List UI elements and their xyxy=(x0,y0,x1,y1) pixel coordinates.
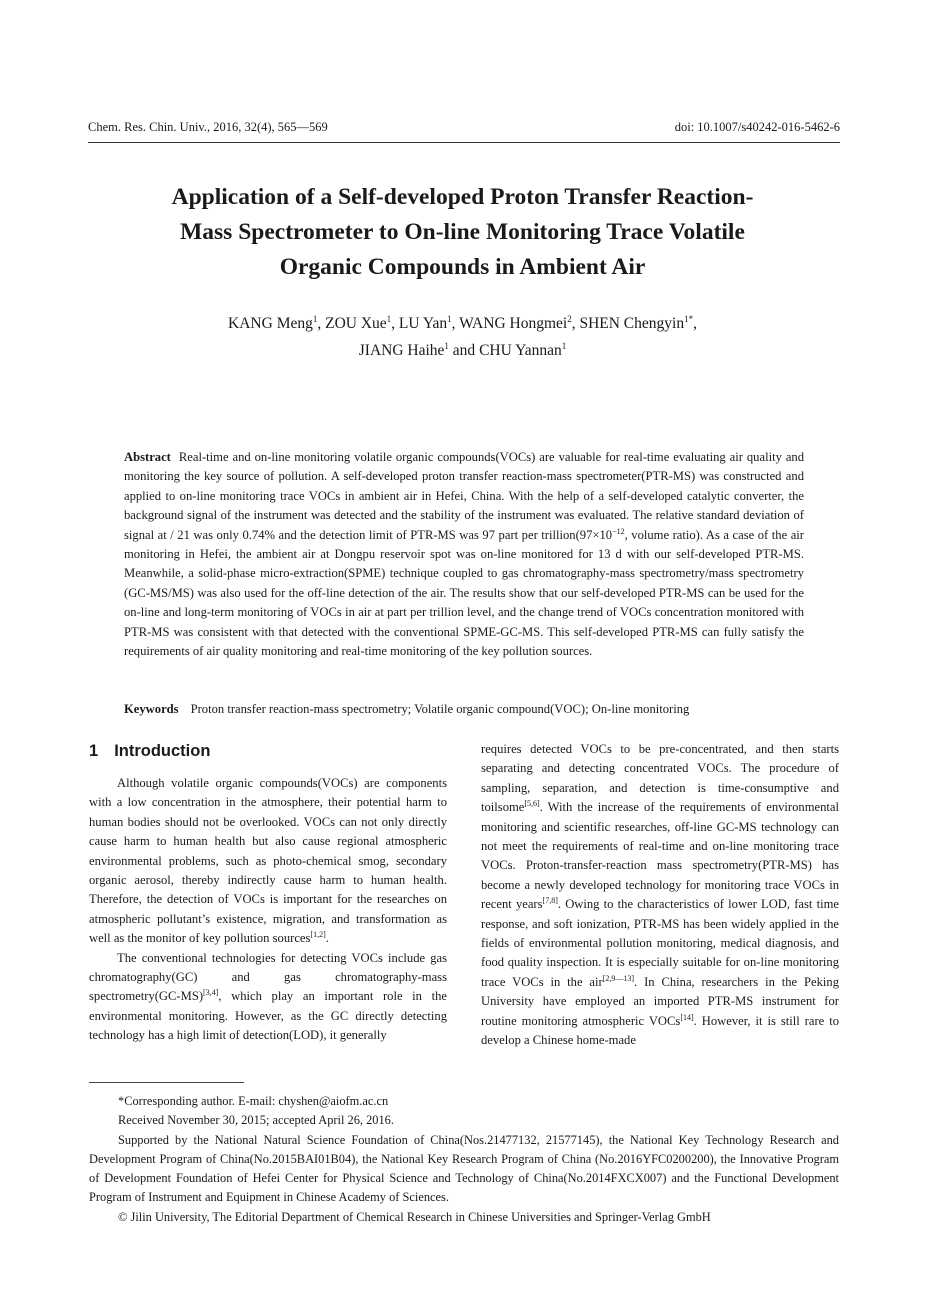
citation-ref: [1,2] xyxy=(310,930,326,940)
paragraph-text: , which play an important role in the environmental monitoring. However, as the GC directly detecting technology has a high limit of detection(LOD), it generally xyxy=(89,989,447,1043)
exponent: −12 xyxy=(612,526,625,536)
article-title xyxy=(110,180,815,285)
keywords-label: Keywords xyxy=(124,702,179,716)
paragraph-text: The conventional technologies for detecting VOCs include gas chromatography(GC) and gas chromatography-mass spectrometry(GC-MS) xyxy=(89,950,447,1004)
affiliation-mark: 1 xyxy=(386,314,392,324)
section-heading xyxy=(89,742,210,761)
author-name: SHEN Chengyin xyxy=(579,315,685,333)
author-separator: and xyxy=(448,342,480,360)
author-name: JIANG Haihe xyxy=(358,342,445,360)
left-column xyxy=(89,774,447,1046)
abstract-text-a: Real-time and on-line monitoring volatile organic compounds(VOCs) are valuable for real-time evaluating air quality and monitoring the key source of pollution. A self-developed proton transfer reaction-mass spectrometer(PTR-MS) was constructed and applied to on-line monitoring trace VOCs in ambient air in Hefei, China. With the help of a self-developed catalytic converter, the background signal of the instrument was detected and the stability of the instrument was evaluated. The relative standard deviation of signal at / 21 was only 0.74% and the detection limit of PTR-MS was 97 part per trillion(97×10 xyxy=(124,450,804,542)
footnote-divider xyxy=(89,1082,244,1083)
paragraph xyxy=(89,949,447,1046)
paragraph xyxy=(481,740,839,1051)
footnote-copyright: © Jilin University, The Editorial Department of Chemical Research in Chinese Universities and Springer-Verlag GmbH xyxy=(118,1209,711,1224)
affiliation-mark: 1 xyxy=(447,314,452,324)
affiliation-mark: 1* xyxy=(684,314,694,324)
doi: doi: 10.1007/s40242-016-5462-6 xyxy=(674,120,840,134)
paragraph-text: . With the increase of the requirements of environmental monitoring and scientific researches, off-line GC-MS technology can not meet the requirements of real-time and on-line monitoring trace VOCs. Proton-transfer-reaction mass spectrometry(PTR-MS) has become a newly developed technology for monitoring trace VOCs in recent years xyxy=(481,800,839,912)
paragraph-text: . Owing to the characteristics of lower LOD, fast time response, and soft ionization, PTR-MS has been widely applied in the fields of environmental pollution monitoring, medical diagnosis, and food quality inspection. It is especially suitable for on-line monitoring trace VOCs in the air xyxy=(481,897,839,989)
author-separator: , xyxy=(317,315,326,333)
running-head xyxy=(88,120,840,143)
abstract-text-b: , volume ratio). As a case of the air monitoring in Hefei, the ambient air at Dongpu reservoir spot was on-line monitored for 13 d with our self-developed PTR-MS. Meanwhile, a solid-phase micro-extraction(SPME) technique coupled to gas chromatography-mass spectrometry/mass spectrometry (GC-MS/MS) was also used for the off-line detection of the air. The results show that our self-developed PTR-MS can be used for the on-line and long-term monitoring of VOCs in air at part per trillion level, and the change trend of VOCs concentration monitored with PTR-MS was consistent with that detected with the conventional SPME-GC-MS. This self-developed PTR-MS can fully satisfy the requirements of air quality monitoring and real-time monitoring of the key pollution sources. xyxy=(124,527,804,659)
title-line: Application of a Self-developed Proton Transfer Reaction- xyxy=(171,184,754,210)
author-name: ZOU Xue xyxy=(325,315,387,333)
author-line-2 xyxy=(120,335,805,362)
journal-citation: Chem. Res. Chin. Univ., 2016, 32(4), 565—569 xyxy=(88,120,328,134)
author-line-1 xyxy=(120,308,805,335)
author-name: KANG Meng xyxy=(228,315,313,333)
citation-ref: [7,8] xyxy=(542,896,558,906)
footnote-corresponding: *Corresponding author. E-mail: chyshen@aiofm.ac.cn xyxy=(118,1094,389,1108)
affiliation-mark: 2 xyxy=(567,314,572,324)
citation-ref: [14] xyxy=(680,1012,694,1022)
paragraph-text: . xyxy=(325,931,329,946)
footnote-dates: Received November 30, 2015; accepted April 26, 2016. xyxy=(118,1113,394,1128)
title-line: Mass Spectrometer to On-line Monitoring Trace Volatile xyxy=(180,219,745,245)
author-separator: , xyxy=(391,315,399,333)
author-separator: , xyxy=(693,315,697,333)
abstract xyxy=(124,448,804,661)
affiliation-mark: 1 xyxy=(561,341,567,352)
author-name: WANG Hongmei xyxy=(459,315,568,333)
footnotes xyxy=(89,1092,839,1227)
affiliation-mark: 1 xyxy=(444,341,449,352)
section-number: 1 xyxy=(89,742,99,760)
affiliation-mark: 1 xyxy=(312,314,318,324)
footnote-funding: Supported by the National Natural Science Foundation of China(Nos.21477132, 21577145), the National Key Technology Research and Development Program of China(No.2015BAI01B04), the National Key Research Program of China (No.2016YFC0200200), the Innovative Program of Development Foundation of Hefei Center for Physical Science and Technology of China(No.2014FXCX007) and the Functional Development Program of Instrument and Equipment in Chinese Academy of Sciences. xyxy=(89,1132,839,1205)
citation-ref: [5,6] xyxy=(524,799,540,809)
paragraph-text: requires detected VOCs to be pre-concentrated, and then starts separating and detecting concentrated VOCs. The procedure of sampling, separation, and detection is time-consumptive and toilsome xyxy=(481,742,839,815)
author-name: LU Yan xyxy=(398,315,448,333)
keywords-text: Proton transfer reaction-mass spectrometry; Volatile organic compound(VOC); On-line monitoring xyxy=(190,702,690,716)
section-title: Introduction xyxy=(114,742,211,760)
right-column xyxy=(481,740,839,1051)
paragraph xyxy=(89,774,447,949)
citation-ref: [3,4] xyxy=(203,988,219,998)
paragraph-text: Although volatile organic compounds(VOCs) are components with a low concentration in the atmosphere, their potential harm to human bodies should not be overlooked. VOCs can not only directly cause harm to human health but also cause regional atmospheric environmental problems, such as photo-chemical smog, secondary organic aerosol, thereby indirectly cause harm to human health. Therefore, the detection of VOCs is important for the researches on atmospheric pollutant’s existence, migration, and transformation as well as the monitor of key pollution sources xyxy=(89,776,447,946)
author-separator: , xyxy=(571,315,580,333)
author-list xyxy=(120,308,805,362)
keywords xyxy=(124,700,814,719)
author-name: CHU Yannan xyxy=(479,342,562,360)
author-separator: , xyxy=(451,315,460,333)
paragraph-text: . However, it is still rare to develop a Chinese home-made xyxy=(481,1013,839,1048)
citation-ref: [2,9—13] xyxy=(602,973,635,983)
paragraph-text: . In China, researchers in the Peking University have employed an imported PTR-MS instrument for routine monitoring atmospheric VOCs xyxy=(481,974,839,1028)
title-line: Organic Compounds in Ambient Air xyxy=(279,254,646,280)
abstract-label: Abstract xyxy=(124,450,171,464)
